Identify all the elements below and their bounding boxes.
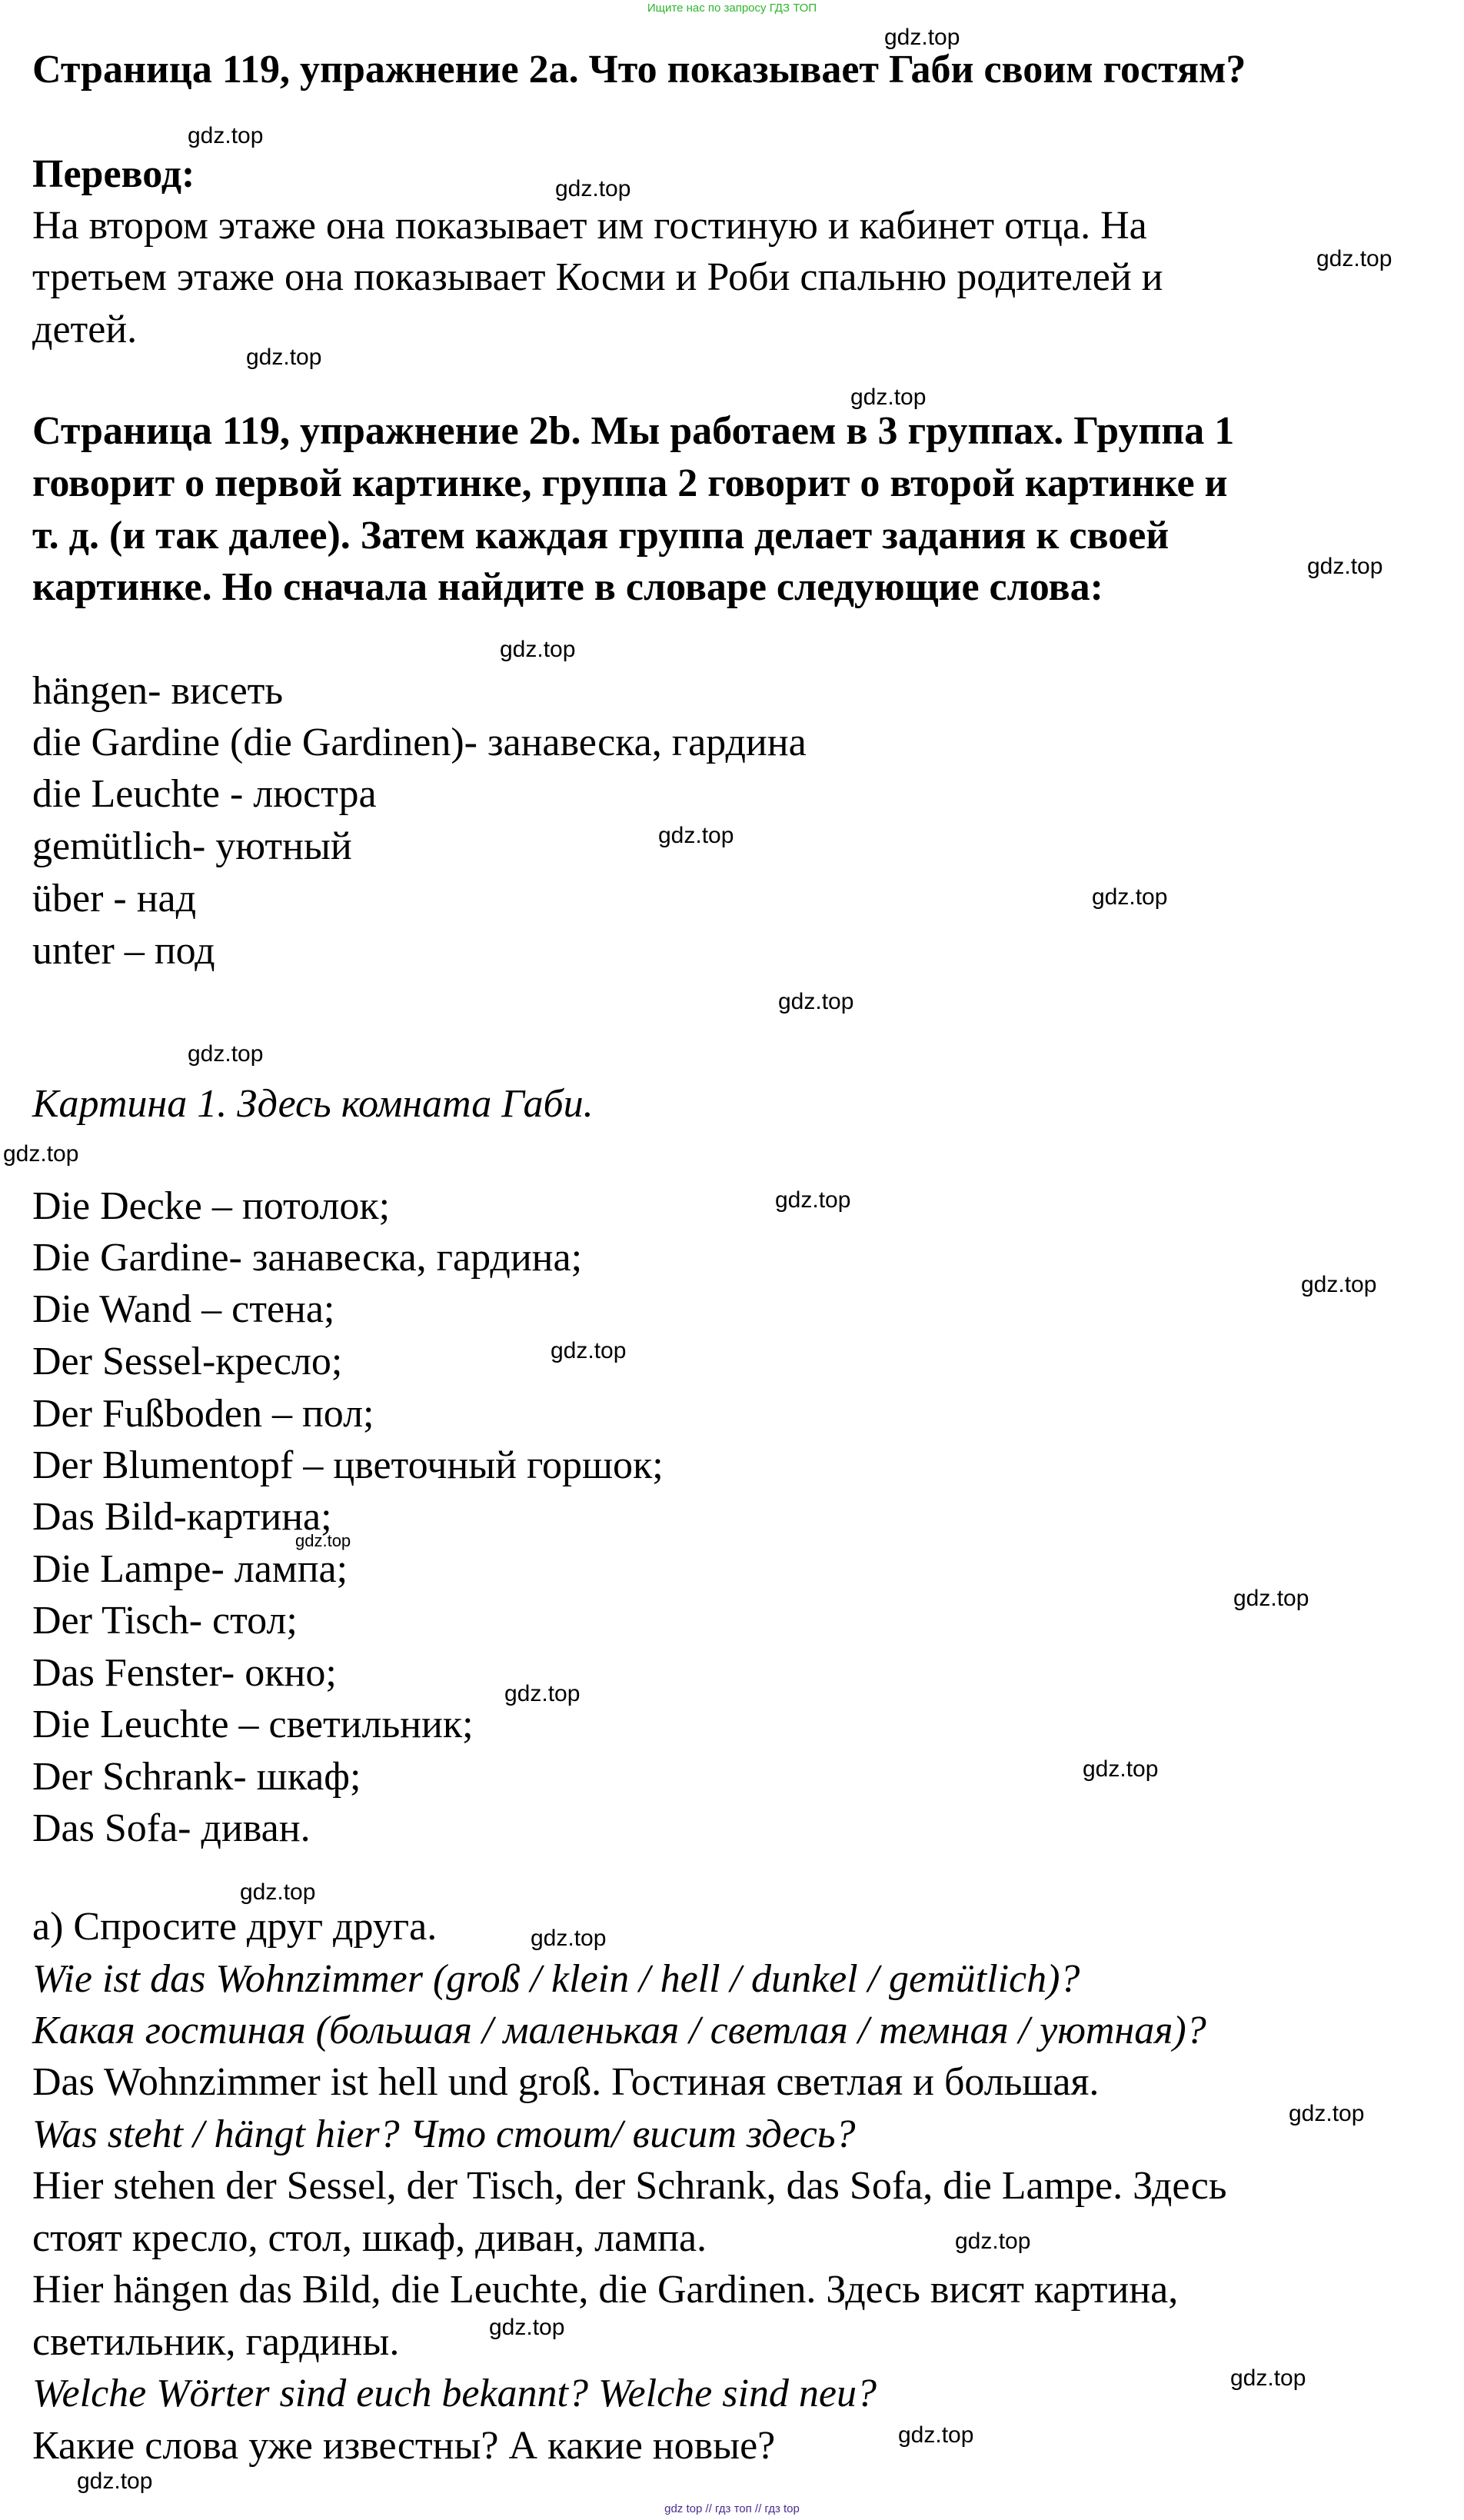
picture1-word: Die Wand – стена;	[32, 1287, 335, 1331]
translation-line: детей.	[32, 308, 138, 351]
picture1-word: Der Tisch- стол;	[32, 1599, 298, 1643]
watermark: gdz.top	[1083, 1756, 1159, 1782]
picture1-word: Der Blumentopf – цветочный горшок;	[32, 1443, 664, 1487]
task-a-line: а) Спросите друг друга.	[32, 1905, 438, 1949]
section2-title-line: говорит о первой картинке, группа 2 говорит о второй картинке и	[32, 461, 1228, 505]
watermark: gdz.top	[1230, 2365, 1306, 2391]
watermark: gdz.top	[884, 25, 960, 50]
watermark: gdz.top	[77, 2468, 153, 2494]
picture1-word: Die Lampe- лампа;	[32, 1547, 348, 1591]
watermark: gdz.top	[775, 1187, 851, 1213]
watermark: gdz.top	[778, 989, 854, 1014]
watermark: gdz.top	[850, 384, 927, 410]
watermark: gdz.top	[555, 176, 631, 201]
translation-line: третьем этаже она показывает Косми и Роби спальню родителей и	[32, 255, 1163, 299]
translation-heading: Перевод:	[32, 152, 195, 196]
picture1-word: Die Gardine- занавеска, гардина;	[32, 1236, 583, 1280]
section2-title-line: т. д. (и так далее). Затем каждая группа делает задания к своей	[32, 514, 1170, 558]
task-a-line: светильник, гардины.	[32, 2320, 400, 2364]
watermark: gdz.top	[295, 1531, 351, 1550]
picture1-word: Der Sessel-кресло;	[32, 1340, 343, 1383]
watermark: gdz.top	[1233, 1586, 1309, 1611]
section1-title: Страница 119, упражнение 2a. Что показывает Габи своим гостям?	[32, 48, 1246, 92]
task-a-line: стоят кресло, стол, шкаф, диван, лампа.	[32, 2216, 707, 2260]
watermark: gdz.top	[489, 2315, 565, 2340]
translation-line: На втором этаже она показывает им гостиную и кабинет отца. На	[32, 204, 1147, 248]
watermark: gdz.top	[531, 1926, 607, 1951]
task-a-line: Какая гостиная (большая / маленькая / светлая / темная / уютная)?	[32, 2009, 1206, 2052]
task-a-line: Welche Wörter sind euch bekannt? Welche sind neu?	[32, 2372, 877, 2415]
section2-title-line: Страница 119, упражнение 2b. Мы работаем в 3 группах. Группа 1	[32, 409, 1235, 453]
task-a-line: Was steht / hängt hier? Что стоит/ висит здесь?	[32, 2112, 856, 2156]
vocabulary-item: die Leuchte - люстра	[32, 772, 377, 816]
picture1-word: Das Sofa- диван.	[32, 1806, 311, 1850]
picture1-word: Die Leuchte – светильник;	[32, 1703, 474, 1746]
vocabulary-item: die Gardine (die Gardinen)- занавеска, гардина	[32, 721, 807, 764]
picture1-word: Das Bild-картина;	[32, 1495, 332, 1539]
watermark: gdz.top	[898, 2422, 974, 2448]
vocabulary-item: unter – под	[32, 929, 215, 973]
watermark: gdz.top	[500, 637, 576, 662]
watermark: gdz.top	[240, 1879, 316, 1905]
watermark: gdz.top	[1092, 884, 1168, 910]
watermark: gdz.top	[504, 1681, 581, 1706]
watermark: gdz.top	[551, 1338, 627, 1363]
task-a-line: Hier stehen der Sessel, der Tisch, der Schrank, das Sofa, die Lampe. Здесь	[32, 2164, 1227, 2208]
watermark: gdz.top	[658, 823, 734, 848]
picture1-word: Der Schrank- шкаф;	[32, 1755, 361, 1799]
watermark: gdz.top	[1316, 246, 1392, 271]
watermark: gdz.top	[188, 123, 264, 148]
picture1-word: Das Fenster- окно;	[32, 1651, 337, 1695]
picture1-heading: Картина 1. Здесь комната Габи.	[32, 1082, 594, 1126]
section2-title-line: картинке. Но сначала найдите в словаре следующие слова:	[32, 565, 1103, 609]
bottom-banner: gdz top // гдз топ // гдз top	[664, 2502, 800, 2515]
vocabulary-item: hängen- висеть	[32, 669, 284, 713]
picture1-word: Der Fußboden – пол;	[32, 1392, 374, 1436]
vocabulary-item: gemütlich- уютный	[32, 824, 352, 868]
watermark: gdz.top	[246, 345, 322, 370]
task-a-line: Das Wohnzimmer ist hell und groß. Гостиная светлая и большая.	[32, 2060, 1100, 2104]
vocabulary-item: über - над	[32, 877, 197, 920]
watermark: gdz.top	[955, 2229, 1031, 2254]
watermark: gdz.top	[3, 1141, 79, 1167]
top-banner: Ищите нас по запросу ГДЗ ТОП	[647, 2, 817, 15]
watermark: gdz.top	[188, 1041, 264, 1067]
task-a-line: Wie ist das Wohnzimmer (groß / klein / hell / dunkel / gemütlich)?	[32, 1957, 1080, 2001]
watermark: gdz.top	[1307, 554, 1383, 579]
picture1-word: Die Decke – потолок;	[32, 1184, 391, 1228]
task-a-line: Hier hängen das Bild, die Leuchte, die Gardinen. Здесь висят картина,	[32, 2268, 1179, 2312]
watermark: gdz.top	[1289, 2101, 1365, 2126]
watermark: gdz.top	[1301, 1272, 1377, 1297]
task-a-line: Какие слова уже известны? А какие новые?	[32, 2424, 776, 2468]
